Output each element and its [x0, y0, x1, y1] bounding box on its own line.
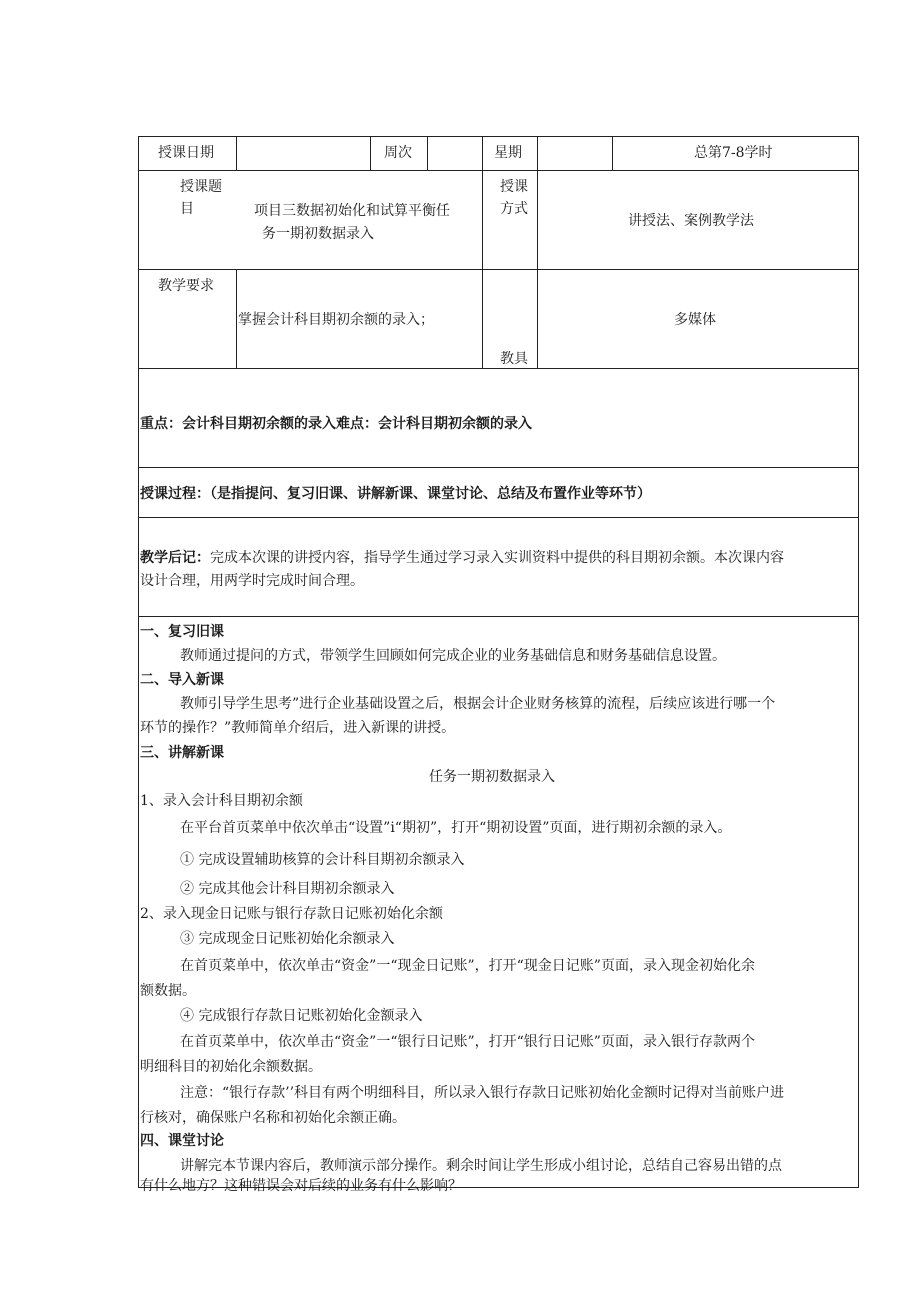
row-line: [138, 269, 858, 270]
section-discussion-text-2: 有什么地方？这种错误会对后续的业务有什么影响？: [140, 1178, 462, 1194]
col-line: [482, 170, 483, 368]
postscript-line1: [140, 548, 784, 568]
section-review-text: 教师通过提问的方式，带领学生回顾如何完成企业的业务基础信息和财务基础信息设置。: [180, 648, 726, 664]
tools-label: 教具: [500, 351, 528, 367]
row-line: [138, 368, 858, 369]
postscript-line2: 设计合理，用两学时完成时间合理。: [140, 573, 364, 589]
discussion-clip: [139, 1176, 857, 1194]
requirement-text: 掌握会计科目期初余额的录入；: [238, 312, 434, 328]
list-item-4-text-2: 明细科目的初始化余额数据。: [140, 1059, 322, 1075]
part1-title: 1、录入会计科目期初余额: [140, 793, 303, 809]
col-line: [537, 136, 538, 170]
method-label-line2: 方式: [500, 201, 528, 217]
section-review-title: 一、复习旧课: [140, 624, 224, 640]
row-line: [138, 616, 858, 617]
weekday-label: 星期: [494, 145, 522, 161]
list-item-4-text-1: 在首页菜单中，依次单击“资金”一“银行日记账”，打开“银行日记账”页面，录入银行存款两个: [180, 1034, 755, 1050]
list-item-3-text-1: 在首页菜单中，依次单击“资金”一“现金日记账”，打开“现金日记账”页面，录入现金初始化余: [180, 958, 755, 974]
topic-line1: 项目三数据初始化和试算平衡任: [254, 203, 450, 219]
note-text-2: 行核对，确保账户名称和初始化余额正确。: [140, 1110, 406, 1126]
col-line: [370, 136, 371, 170]
task-title: 任务一期初数据录入: [429, 769, 555, 785]
teaching-method: 讲授法、案例教学法: [628, 213, 754, 229]
total-hours: 总第7-8学时: [694, 145, 773, 161]
row-line: [138, 517, 858, 518]
method-label-line1: 授课: [500, 179, 528, 195]
row-line: [138, 467, 858, 468]
postscript-text-1: 完成本次课的讲授内容，指导学生通过学习录入实训资料中提供的科目期初余额。本次课内容: [210, 550, 784, 566]
topic-label-line2: 目: [180, 201, 194, 217]
part2-title: 2、录入现金日记账与银行存款日记账初始化余额: [140, 906, 443, 922]
list-item-3: ③ 完成现金日记账初始化余额录入: [180, 931, 395, 947]
tools-text: 多媒体: [674, 312, 716, 328]
section-intro-text-1: 教师引导学生思考”进行企业基础设置之后，根据会计企业财务核算的流程，后续应该进行哪一个: [180, 696, 776, 712]
list-item-3-text-2: 额数据。: [140, 983, 196, 999]
section-intro-text-2: 环节的操作？”教师简单介绍后，进入新课的讲授。: [140, 720, 456, 736]
teaching-process: 授课过程：（是指提问、复习旧课、讲解新课、课堂讨论、总结及布置作业等环节）: [140, 486, 651, 502]
section-intro-title: 二、导入新课: [140, 672, 224, 688]
requirement-label: 教学要求: [158, 278, 214, 294]
col-line: [537, 170, 538, 368]
postscript-label: 教学后记：: [140, 550, 210, 566]
col-line: [482, 136, 483, 170]
date-label: 授课日期: [158, 145, 214, 161]
list-item-4: ④ 完成银行存款日记账初始化金额录入: [180, 1008, 423, 1024]
section-discussion-text-1: 讲解完本节课内容后，教师演示部分操作。剩余时间让学生形成小组讨论，总结自己容易出错的点: [180, 1158, 782, 1174]
topic-label-line1: 授课题: [180, 179, 222, 195]
section-new-lesson-title: 三、讲解新课: [140, 745, 224, 761]
list-item-2: ② 完成其他会计科目期初余额录入: [180, 881, 395, 897]
topic-line2: 务一期初数据录入: [262, 226, 374, 242]
col-line: [612, 136, 613, 170]
note-text-1: 注意：“银行存款’’科目有两个明细科目，所以录入银行存款日记账初始化金额时记得对当前账户进: [180, 1085, 785, 1101]
col-line: [236, 270, 237, 368]
col-line: [236, 136, 237, 170]
part1-text: 在平台首页菜单中依次单击“设置”i“期初”，打开“期初设置”页面，进行期初余额的录入。: [180, 820, 732, 836]
week-label: 周次: [384, 145, 412, 161]
col-line: [427, 136, 428, 170]
section-discussion-title: 四、课堂讨论: [140, 1133, 224, 1149]
row-line: [138, 170, 858, 171]
key-points: 重点：会计科目期初余额的录入难点：会计科目期初余额的录入: [140, 416, 532, 432]
list-item-1: ① 完成设置辅助核算的会计科目期初余额录入: [180, 852, 465, 868]
